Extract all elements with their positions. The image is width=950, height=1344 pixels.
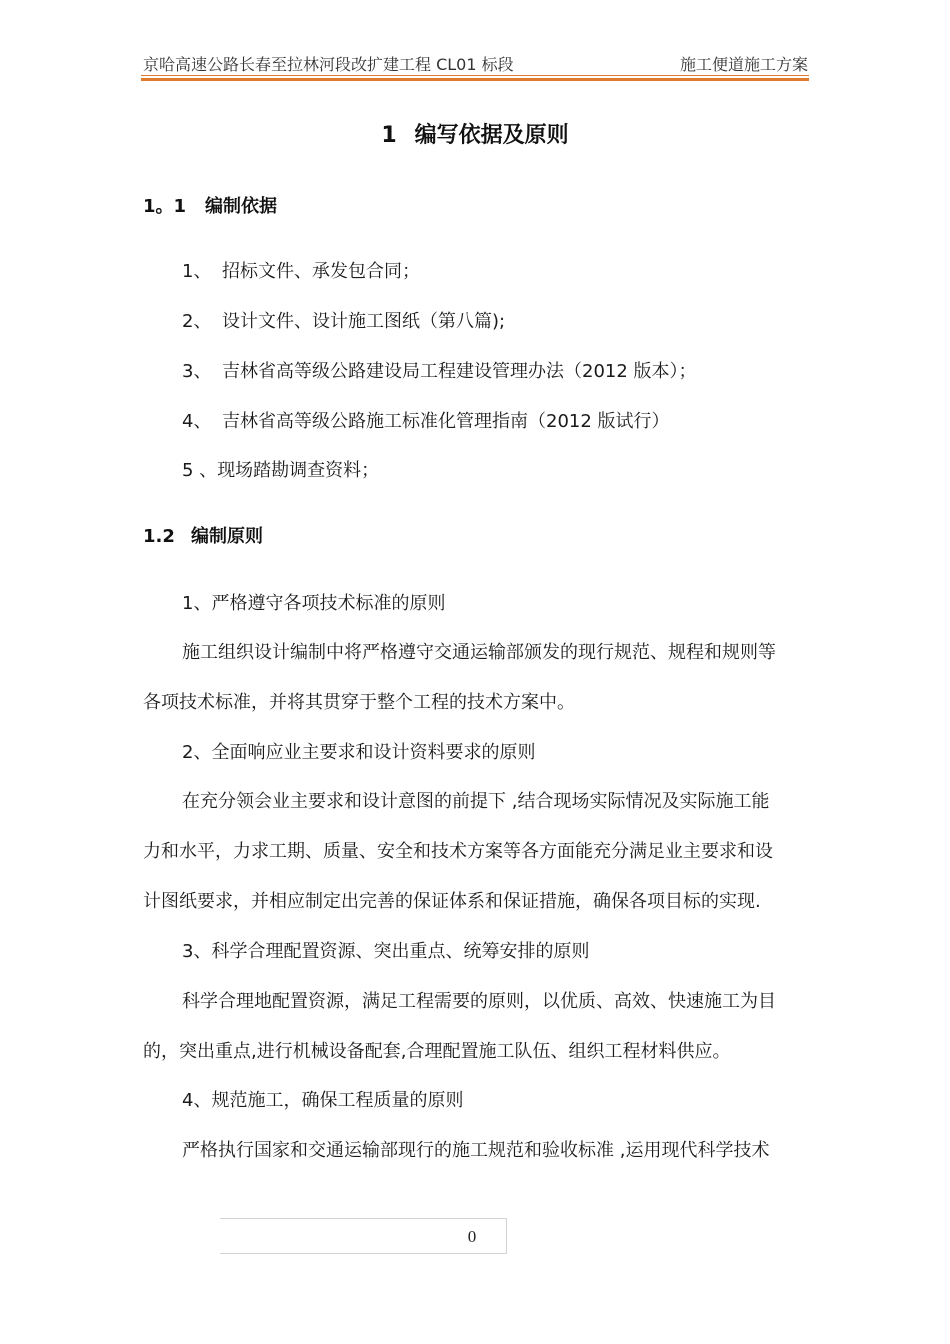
header-project-name: 京哈高速公路长春至拉林河段改扩建工程 CL01 标段 xyxy=(143,55,514,74)
section-number: 1.2 xyxy=(143,526,175,547)
header-document-type: 施工便道施工方案 xyxy=(679,55,808,74)
list-item xyxy=(182,357,697,383)
list-item-index: 4、 xyxy=(182,411,212,432)
list-item-index: 1、 xyxy=(182,261,212,282)
paragraph-line: 严格执行国家和交通运输部现行的施工规范和验收标准 ,运用现代科学技术 xyxy=(182,1140,770,1161)
list-item xyxy=(182,307,505,333)
list-item-text: 设计文件、设计施工图纸（第八篇); xyxy=(222,311,506,332)
section-heading-principles xyxy=(143,522,263,548)
paragraph-line: 的，突出重点,进行机械设备配套,合理配置施工队伍、组织工程材料供应。 xyxy=(143,1041,731,1062)
section-number: 1。1 xyxy=(143,196,187,217)
paragraph-line: 科学合理地配置资源，满足工程需要的原则，以优质、高效、快速施工为目 xyxy=(182,991,776,1012)
paragraph-line: 各项技术标准，并将其贯穿于整个工程的技术方案中。 xyxy=(143,692,575,713)
list-item xyxy=(182,456,379,482)
section-title: 编制原则 xyxy=(191,526,263,547)
header-rule-thick xyxy=(141,78,809,81)
list-item-text: 吉林省高等级公路施工标准化管理指南（2012 版试行） xyxy=(222,411,670,432)
list-item-index: 3、 xyxy=(182,361,212,382)
list-item xyxy=(182,407,670,433)
chapter-number: 1 xyxy=(381,123,397,148)
list-item-text: 招标文件、承发包合同； xyxy=(222,261,420,282)
section-title: 编制依据 xyxy=(205,196,277,217)
principle-heading: 1、严格遵守各项技术标准的原则 xyxy=(182,593,446,614)
list-item xyxy=(182,257,420,283)
paragraph-line: 计图纸要求，并相应制定出完善的保证体系和保证措施，确保各项目标的实现. xyxy=(143,891,761,912)
paragraph-line: 力和水平，力求工期、质量、安全和技术方案等各方面能充分满足业主要求和设 xyxy=(143,841,773,862)
paragraph-line: 在充分领会业主要求和设计意图的前提下 ,结合现场实际情况及实际施工能 xyxy=(182,791,770,812)
principle-heading: 4、规范施工，确保工程质量的原则 xyxy=(182,1090,464,1111)
list-item-index: 5 、 xyxy=(182,460,218,481)
page-number: 0 xyxy=(467,1227,477,1246)
page-header xyxy=(143,50,808,76)
principle-heading: 3、科学合理配置资源、突出重点、统筹安排的原则 xyxy=(182,941,590,962)
list-item-text: 吉林省高等级公路建设局工程建设管理办法（2012 版本）； xyxy=(222,361,697,382)
paragraph-line: 施工组织设计编制中将严格遵守交通运输部颁发的现行规范、规程和规则等 xyxy=(182,642,776,663)
chapter-title-text: 编写依据及原则 xyxy=(414,123,569,148)
header-rule-thin xyxy=(141,75,809,76)
section-heading-basis xyxy=(143,192,277,218)
principle-heading: 2、全面响应业主要求和设计资料要求的原则 xyxy=(182,742,536,763)
list-item-text: 现场踏勘调查资料； xyxy=(217,460,380,481)
list-item-index: 2、 xyxy=(182,311,212,332)
chapter-title xyxy=(0,118,950,149)
